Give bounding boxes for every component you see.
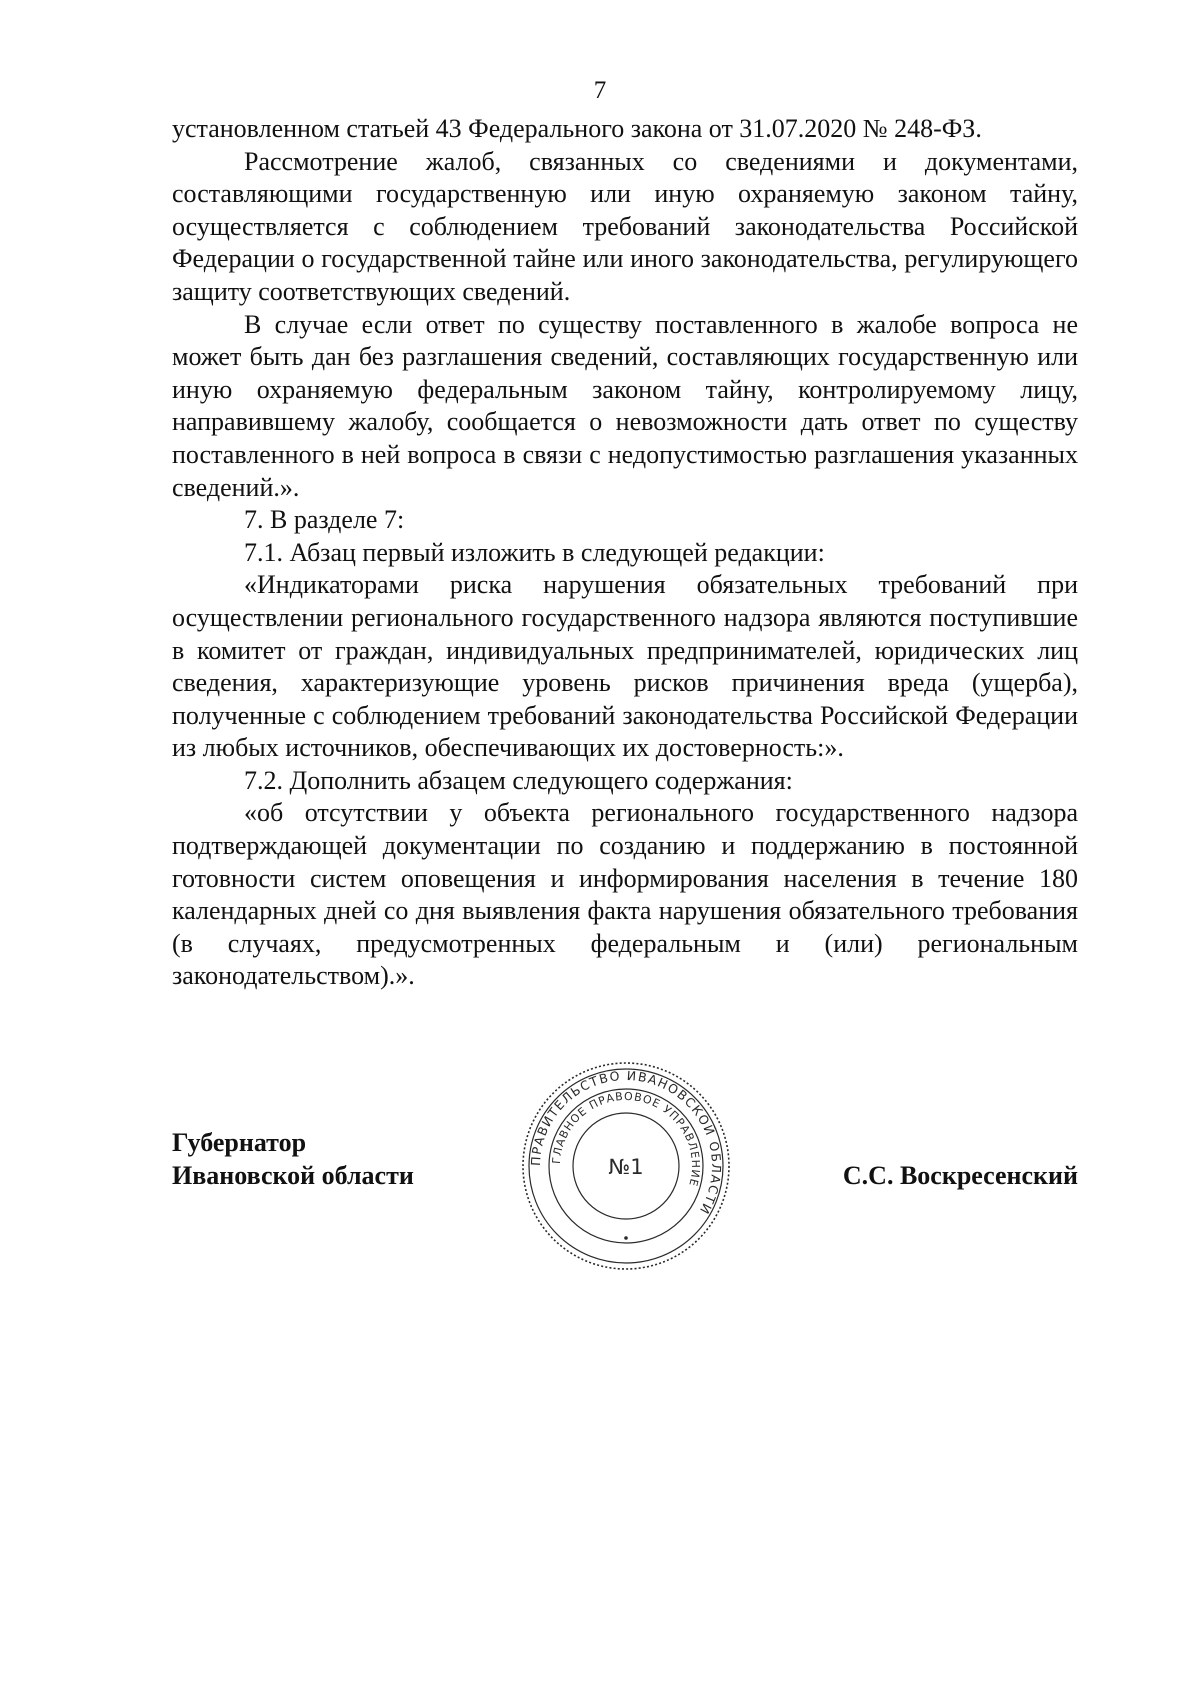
signature-title	[172, 1126, 414, 1192]
paragraph-risk-indicators: «Индикаторами риска нарушения обязательных требований при осуществлении регионального государственного надзора являются поступившие в комитет от граждан, индивидуальных предпринимателей, юридических лиц сведения, характеризующие уровень рисков причинения вреда (ущерба), полученные с соблюдением требований законодательства Российской Федерации из любых источников, обеспечивающих их достоверность:».	[172, 570, 1078, 763]
paragraph-section-7-heading: 7. В разделе 7:	[244, 505, 405, 535]
paragraph-answer-impossible: В случае если ответ по существу поставленного в жалобе вопроса не может быть дан без разглашения сведений, составляющих государственную или иную охраняемую федеральным законом тайну, контролируемому лицу, направившему жалобу, сообщается о невозможности дать ответ по существу поставленного в ней вопроса в связи с недопустимостью разглашения указанных сведений.».	[172, 309, 1078, 502]
seal-inner-text: ГЛАВНОЕ ПРАВОВОЕ УПРАВЛЕНИЕ	[549, 1089, 703, 1189]
paragraph-item-7-1: 7.1. Абзац первый изложить в следующей редакции:	[244, 537, 825, 567]
seal-outer-text: ПРАВИТЕЛЬСТВО ИВАНОВСКОЙ ОБЛАСТИ	[527, 1067, 725, 1218]
signature-title-line2: Ивановской области	[172, 1161, 414, 1190]
paragraph-item-7-2: 7.2. Дополнить абзацем следующего содержания:	[244, 765, 793, 795]
signature-title-line1: Губернатор	[172, 1128, 307, 1157]
signature-name: С.С. Воскресенский	[842, 1161, 1078, 1190]
paragraph-continuation: установленном статьей 43 Федерального закона от 31.07.2020 № 248-ФЗ.	[172, 114, 982, 143]
seal-dot	[624, 1236, 628, 1240]
document-body	[172, 113, 1078, 993]
paragraph-complaints-secrecy: Рассмотрение жалоб, связанных со сведениями и документами, составляющими государственную или иную охраняемую законом тайну, осуществляется с соблюдением требований законодательства Российской Федерации о государственной тайне или иного законодательства, регулирующего защиту соответствующих сведений.	[172, 146, 1078, 306]
paragraph-new-indicator: «об отсутствии у объекта регионального государственного надзора подтверждающей документации по созданию и поддержанию в постоянной готовности систем оповещения и информирования населения в течение 180 календарных дней со дня выявления факта нарушения обязательного требования (в случаях, предусмотренных федеральным и (или) региональным законодательством).».	[172, 798, 1078, 991]
official-seal-stamp	[520, 1060, 732, 1272]
seal-number: №1	[608, 1155, 644, 1179]
page-number: 7	[593, 77, 607, 104]
seal-graphic	[520, 1060, 732, 1272]
